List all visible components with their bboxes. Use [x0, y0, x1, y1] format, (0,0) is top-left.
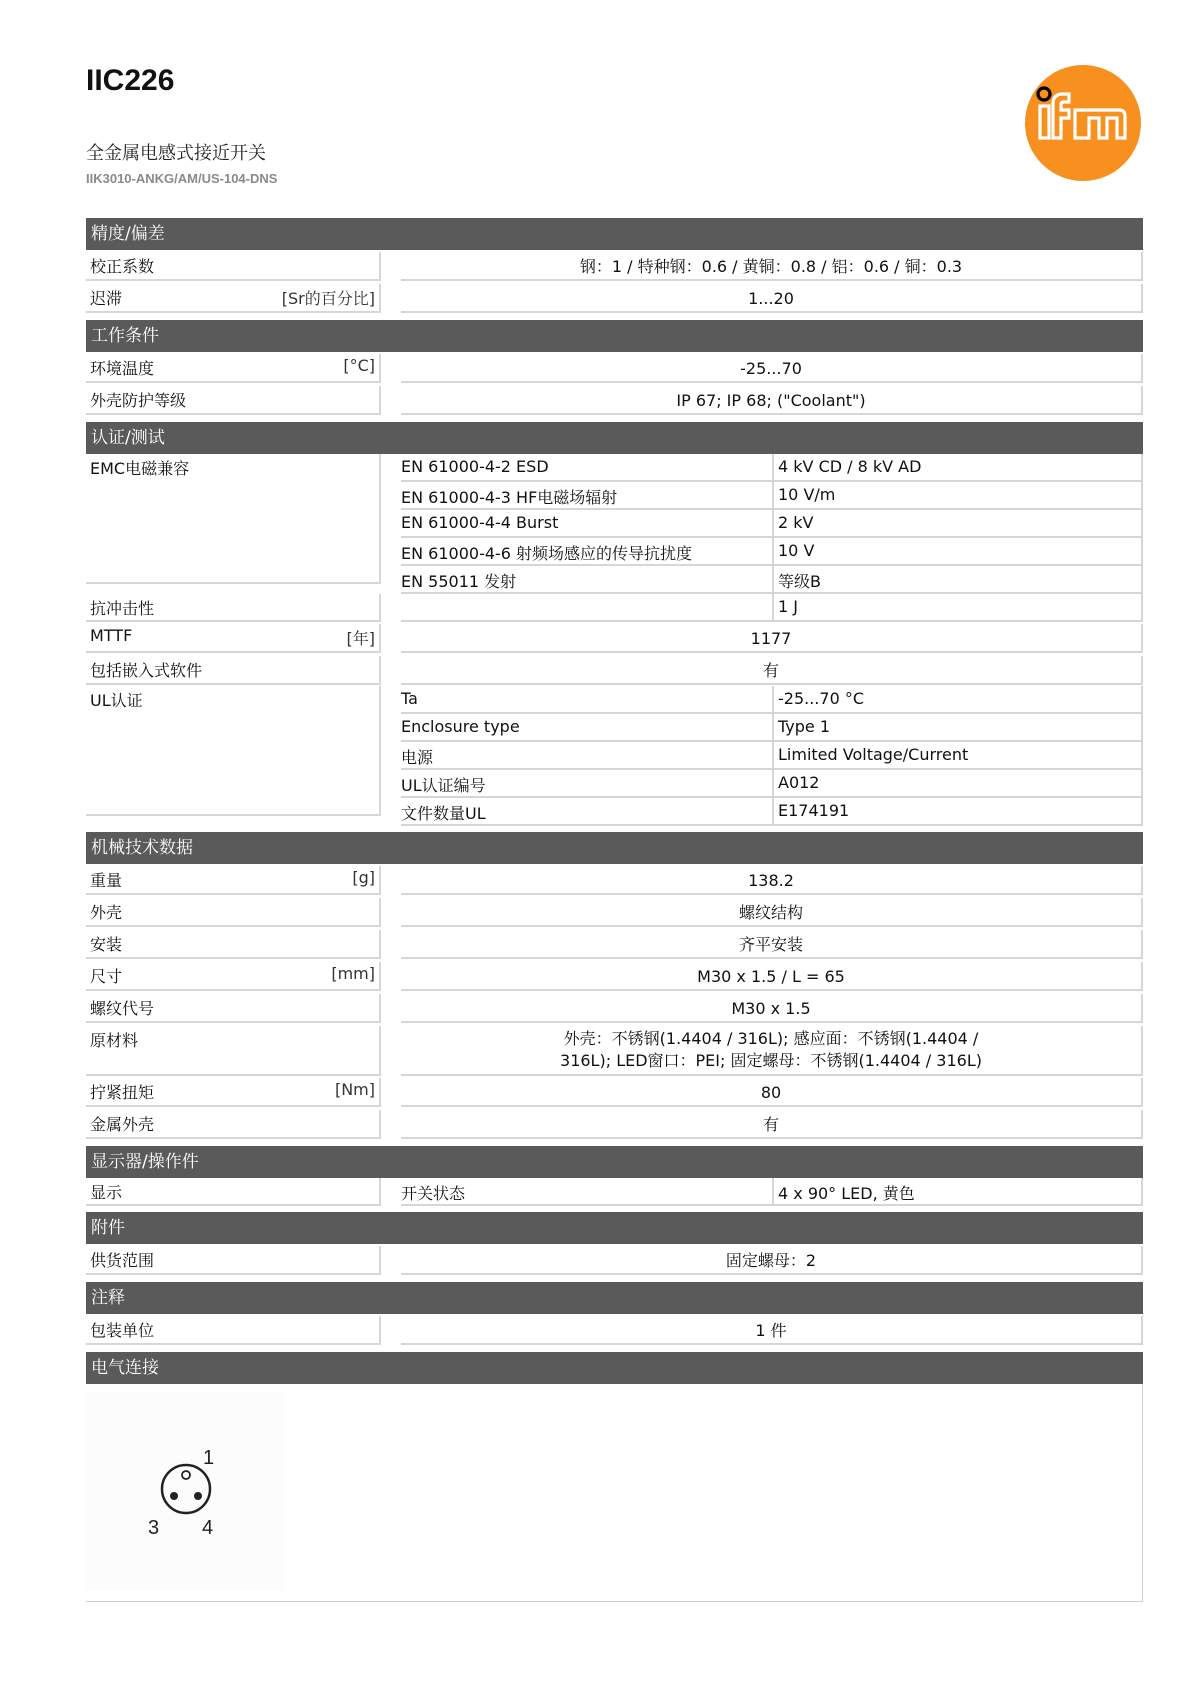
section-header-display: 显示器/操作件 — [86, 1146, 1143, 1178]
ul-row — [401, 770, 1143, 798]
ul-row — [401, 742, 1143, 770]
label-scope-of-delivery: 供货范围 — [90, 1251, 155, 1270]
label-mttf: MTTF — [90, 626, 133, 645]
emc-test-name: EN 61000-4-3 HF电磁场辐射 — [401, 482, 774, 510]
ul-item-name: 电源 — [401, 742, 774, 770]
value-ambient-temperature: -25...70 — [401, 354, 1143, 383]
label-embedded-software: 包括嵌入式软件 — [90, 661, 203, 680]
row-scope-of-delivery — [86, 1244, 1143, 1276]
section-header-notes: 注释 — [86, 1282, 1143, 1314]
row-thread — [86, 992, 1143, 1024]
value-material-line1: 外壳：不锈钢(1.4404 / 316L); 感应面：不锈钢(1.4404 / — [563, 1029, 979, 1048]
unit-torque: [Nm] — [334, 1080, 375, 1099]
row-emc — [86, 454, 1143, 594]
row-embedded-software — [86, 654, 1143, 686]
value-shock-resistance: 1 J — [774, 594, 1143, 622]
label-thread: 螺纹代号 — [90, 999, 155, 1018]
row-mounting — [86, 928, 1143, 960]
unit-hysteresis: [Sr的百分比] — [281, 289, 375, 308]
label-packing-unit: 包装单位 — [90, 1321, 155, 1340]
section-header-accessories: 附件 — [86, 1212, 1143, 1244]
emc-row — [401, 538, 1143, 566]
unit-dimensions: [mm] — [331, 964, 375, 983]
emc-row — [401, 482, 1143, 510]
row-display — [86, 1178, 1143, 1206]
emc-test-value: 2 kV — [774, 510, 1143, 538]
emc-test-name: EN 61000-4-6 射频场感应的传导抗扰度 — [401, 538, 774, 566]
emc-test-name: EN 61000-4-4 Burst — [401, 510, 774, 538]
label-metal-housing: 金属外壳 — [90, 1115, 155, 1134]
ul-row — [401, 798, 1143, 826]
section-header-conditions: 工作条件 — [86, 320, 1143, 352]
emc-row — [401, 566, 1143, 594]
value-metal-housing: 有 — [401, 1110, 1143, 1139]
emc-test-value: 10 V/m — [774, 482, 1143, 510]
label-dimensions: 尺寸 — [90, 967, 123, 986]
value-protection: IP 67; IP 68; ("Coolant") — [401, 386, 1143, 415]
unit-weight: [g] — [352, 868, 375, 887]
label-protection: 外壳防护等级 — [90, 391, 187, 410]
connection-diagram-area — [86, 1384, 1143, 1602]
label-ul: UL认证 — [90, 691, 143, 710]
ul-item-value: Type 1 — [774, 714, 1143, 742]
row-hysteresis — [86, 282, 1143, 314]
section-header-connection: 电气连接 — [86, 1352, 1143, 1384]
connector-pinout-icon — [86, 1392, 284, 1590]
emc-test-value: 4 kV CD / 8 kV AD — [774, 454, 1143, 482]
label-display: 显示 — [90, 1183, 123, 1202]
label-housing: 外壳 — [90, 903, 123, 922]
product-subtitle: 全金属电感式接近开关 — [86, 143, 266, 164]
row-mttf — [86, 622, 1143, 654]
pin-label-3: 3 — [148, 1517, 160, 1539]
value-housing: 螺纹结构 — [401, 898, 1143, 927]
ul-item-name: Enclosure type — [401, 714, 774, 742]
ul-item-name: UL认证编号 — [401, 770, 774, 798]
unit-mttf: [年] — [346, 629, 375, 648]
order-code: IIK3010-ANKG/AM/US-104-DNS — [86, 171, 278, 186]
value-switching-state: 4 x 90° LED, 黄色 — [774, 1178, 1143, 1206]
row-dimensions — [86, 960, 1143, 992]
label-mounting: 安装 — [90, 935, 123, 954]
emc-row — [401, 510, 1143, 538]
value-weight: 138.2 — [401, 866, 1143, 895]
pin-label-1: 1 — [203, 1447, 215, 1469]
row-protection — [86, 384, 1143, 416]
value-scope-of-delivery: 固定螺母：2 — [401, 1246, 1143, 1275]
label-switching-state: 开关状态 — [401, 1178, 774, 1206]
emc-test-name: EN 55011 发射 — [401, 566, 774, 594]
ul-row — [401, 714, 1143, 742]
ul-item-name: 文件数量UL — [401, 798, 774, 826]
value-hysteresis: 1...20 — [401, 284, 1143, 313]
row-material — [86, 1024, 1143, 1076]
value-correction-factor: 钢：1 / 特种钢：0.6 / 黄铜：0.8 / 铝：0.6 / 铜：0.3 — [401, 252, 1143, 281]
value-material — [401, 1026, 1143, 1076]
label-correction-factor: 校正系数 — [90, 257, 155, 276]
row-housing — [86, 896, 1143, 928]
emc-row — [401, 454, 1143, 482]
value-material-line2: 316L); LED窗口：PEI; 固定螺母：不锈钢(1.4404 / 316L) — [560, 1051, 982, 1070]
row-weight — [86, 864, 1143, 896]
shock-empty-cell — [401, 594, 774, 622]
ul-item-name: Ta — [401, 686, 774, 714]
label-shock-resistance: 抗冲击性 — [90, 599, 155, 618]
label-weight: 重量 — [90, 871, 123, 890]
row-torque — [86, 1076, 1143, 1108]
ul-item-value: E174191 — [774, 798, 1143, 826]
row-metal-housing — [86, 1108, 1143, 1140]
section-header-tests: 认证/测试 — [86, 422, 1143, 454]
ul-item-value: -25...70 °C — [774, 686, 1143, 714]
row-ambient-temperature — [86, 352, 1143, 384]
section-header-mechanical: 机械技术数据 — [86, 832, 1143, 864]
value-dimensions: M30 x 1.5 / L = 65 — [401, 962, 1143, 991]
label-emc: EMC电磁兼容 — [90, 459, 190, 478]
value-thread: M30 x 1.5 — [401, 994, 1143, 1023]
value-mttf: 1177 — [401, 624, 1143, 653]
row-packing-unit — [86, 1314, 1143, 1346]
value-embedded-software: 有 — [401, 656, 1143, 685]
datasheet-table — [86, 218, 1143, 1602]
wiring-diagram — [86, 1392, 284, 1590]
ul-item-value: A012 — [774, 770, 1143, 798]
section-header-accuracy: 精度/偏差 — [86, 218, 1143, 250]
value-torque: 80 — [401, 1078, 1143, 1107]
label-material: 原材料 — [90, 1031, 139, 1050]
unit-ambient-temperature: [°C] — [343, 356, 375, 375]
emc-test-value: 10 V — [774, 538, 1143, 566]
product-title: IIC226 — [86, 64, 175, 97]
emc-test-value: 等级B — [774, 566, 1143, 594]
row-shock-resistance — [86, 594, 1143, 622]
value-mounting: 齐平安装 — [401, 930, 1143, 959]
label-hysteresis: 迟滞 — [90, 289, 123, 308]
ifm-logo — [1024, 64, 1142, 182]
label-torque: 拧紧扭矩 — [90, 1083, 155, 1102]
row-ul — [86, 686, 1143, 826]
ul-item-value: Limited Voltage/Current — [774, 742, 1143, 770]
value-packing-unit: 1 件 — [401, 1316, 1143, 1345]
ul-row — [401, 686, 1143, 714]
emc-test-name: EN 61000-4-2 ESD — [401, 454, 774, 482]
ul-subtable — [401, 686, 1143, 826]
label-ambient-temperature: 环境温度 — [90, 359, 155, 378]
emc-subtable — [401, 454, 1143, 594]
row-correction-factor — [86, 250, 1143, 282]
pin-label-4: 4 — [202, 1517, 214, 1539]
